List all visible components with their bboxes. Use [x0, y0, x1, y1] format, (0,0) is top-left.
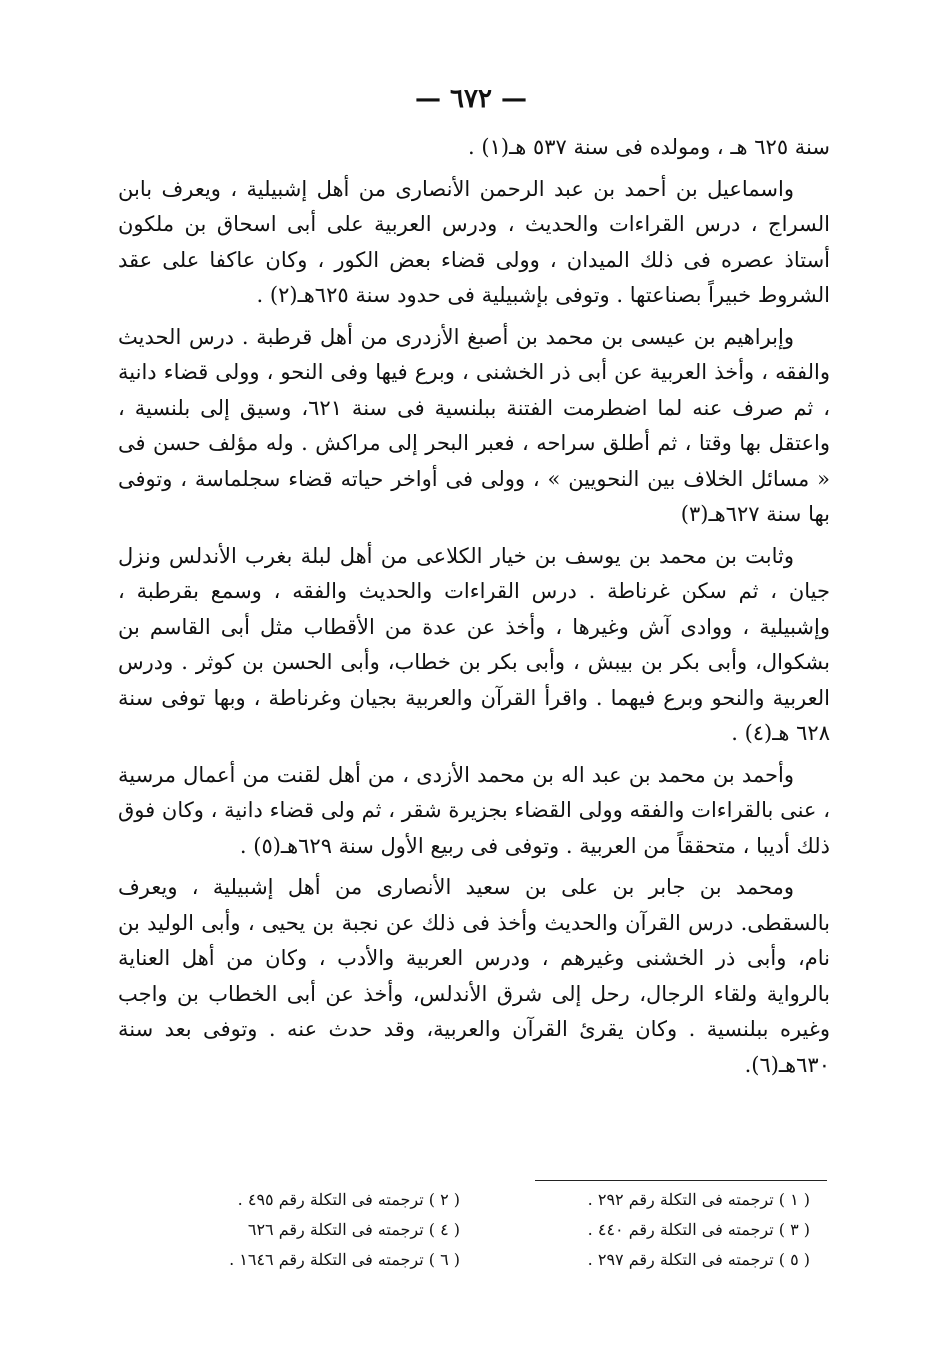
- page-number: — ٦٧٢ —: [414, 84, 528, 114]
- footnote-6: ( ٦ ) ترجمته فى التكلة رقم ١٦٤٦ .: [229, 1250, 460, 1269]
- footnote-1: ( ١ ) ترجمته فى التكلة رقم ٢٩٢ .: [587, 1190, 810, 1209]
- footnote-4: ( ٤ ) ترجمته فى التكلة رقم ٦٢٦: [247, 1220, 460, 1239]
- footnote-2: ( ٢ ) ترجمته فى التكلة رقم ٤٩٥ .: [237, 1190, 460, 1209]
- footnote-divider: [535, 1180, 827, 1181]
- body-text: [118, 130, 830, 1089]
- paragraph-ismail-ibn-ahmad: واسماعيل بن أحمد بن عبد الرحمن الأنصارى من أهل إشبيلية ، ويعرف بابن السراج ، درس القراءات والحديث ، ودرس العربية على أبى اسحاق بن ملكون أستاذ عصره فى ذلك الميدان ، وولى قضاء بعض الكور ، وكان عاكفا على عقد الشروط خبيراً بصناعتها . وتوفى بإشبيلية فى حدود سنة ٦٢٥هـ(٢) .: [118, 176, 830, 307]
- footnote-3: ( ٣ ) ترجمته فى التكلة رقم ٤٤٠ .: [587, 1220, 810, 1239]
- footnote-5: ( ٥ ) ترجمته فى التكلة رقم ٢٩٧ .: [587, 1250, 810, 1269]
- paragraph-muhammad-ibn-jabir: ومحمد بن جابر بن على بن سعيد الأنصارى من أهل إشبيلية ، ويعرف بالسقطى. درس القرآن والحديث وأخذ فى ذلك عن نجبة بن يحيى ، وأبى الوليد بن نام، وأبى ذر الخشنى وغيرهم ، ودرس العربية والأدب ، وكان من أهل العناية بالرواية ولقاء الرجال، رحل إلى شرق الأندلس، وأخذ عن أبى الخطاب بن واجب وغيره ببلنسية . وكان يقرئ القرآن والعربية، وقد حدث عنه . وتوفى بعد سنة ٦٣٠هـ(٦).: [118, 875, 830, 1077]
- paragraph-thabit-ibn-muhammad: وثابت بن محمد بن يوسف بن خيار الكلاعى من أهل لبلة بغرب الأندلس ونزل جيان ، ثم سكن غرناطة . درس القراءات والحديث والفقه ، وسمع بقرطبة ، وإشبيلية ، ووادى آش وغيرها ، وأخذ عن عدة من الأقطاب مثل أبى القاسم بن بشكوال، وأبى بكر بن بيبش ، وأبى بكر بن خطاب، وأبى الحسن بن كوثر . ودرس العربية والنحو وبرع فيهما . واقرأ القرآن والعربية بجيان وغرناطة ، وبها توفى سنة ٦٢٨ هـ(٤) .: [118, 543, 830, 745]
- footnotes: [170, 1188, 810, 1272]
- paragraph-ahmad-ibn-muhammad: وأحمد بن محمد بن عبد اله بن محمد الأزدى ، من أهل لقنت من أعمال مرسية ، عنى بالقراءات والفقه وولى القضاء بجزيرة شقر ، ثم ولى قضاء دانية ، وكان فوق ذلك أديبا ، متحققاً من العربية . وتوفى فى ربيع الأول سنة ٦٢٩هـ(٥) .: [118, 762, 830, 858]
- paragraph-continuation: سنة ٦٢٥ هـ ، ومولده فى سنة ٥٣٧ هـ(١) .: [468, 135, 830, 159]
- paragraph-ibrahim-ibn-isa: وإبراهيم بن عيسى بن محمد بن أصبغ الأزدرى من أهل قرطبة . درس الحديث والفقه ، وأخذ العربية عن أبى ذر الخشنى ، وبرع فيها وفى النحو ، وولى قضاء دانية ، ثم صرف عنه لما اضطرمت الفتنة ببلنسية فى سنة ٦٢١، وسيق إلى بلنسية ، واعتقل بها وقتا ، ثم أطلق سراحه ، فعبر البحر إلى مراكش . وله مؤلف حسن فى « مسائل الخلاف بين النحويين » ، وولى فى أواخر حياته قضاء سجلماسة ، وتوفى بها سنة ٦٢٧هـ(٣): [118, 324, 830, 526]
